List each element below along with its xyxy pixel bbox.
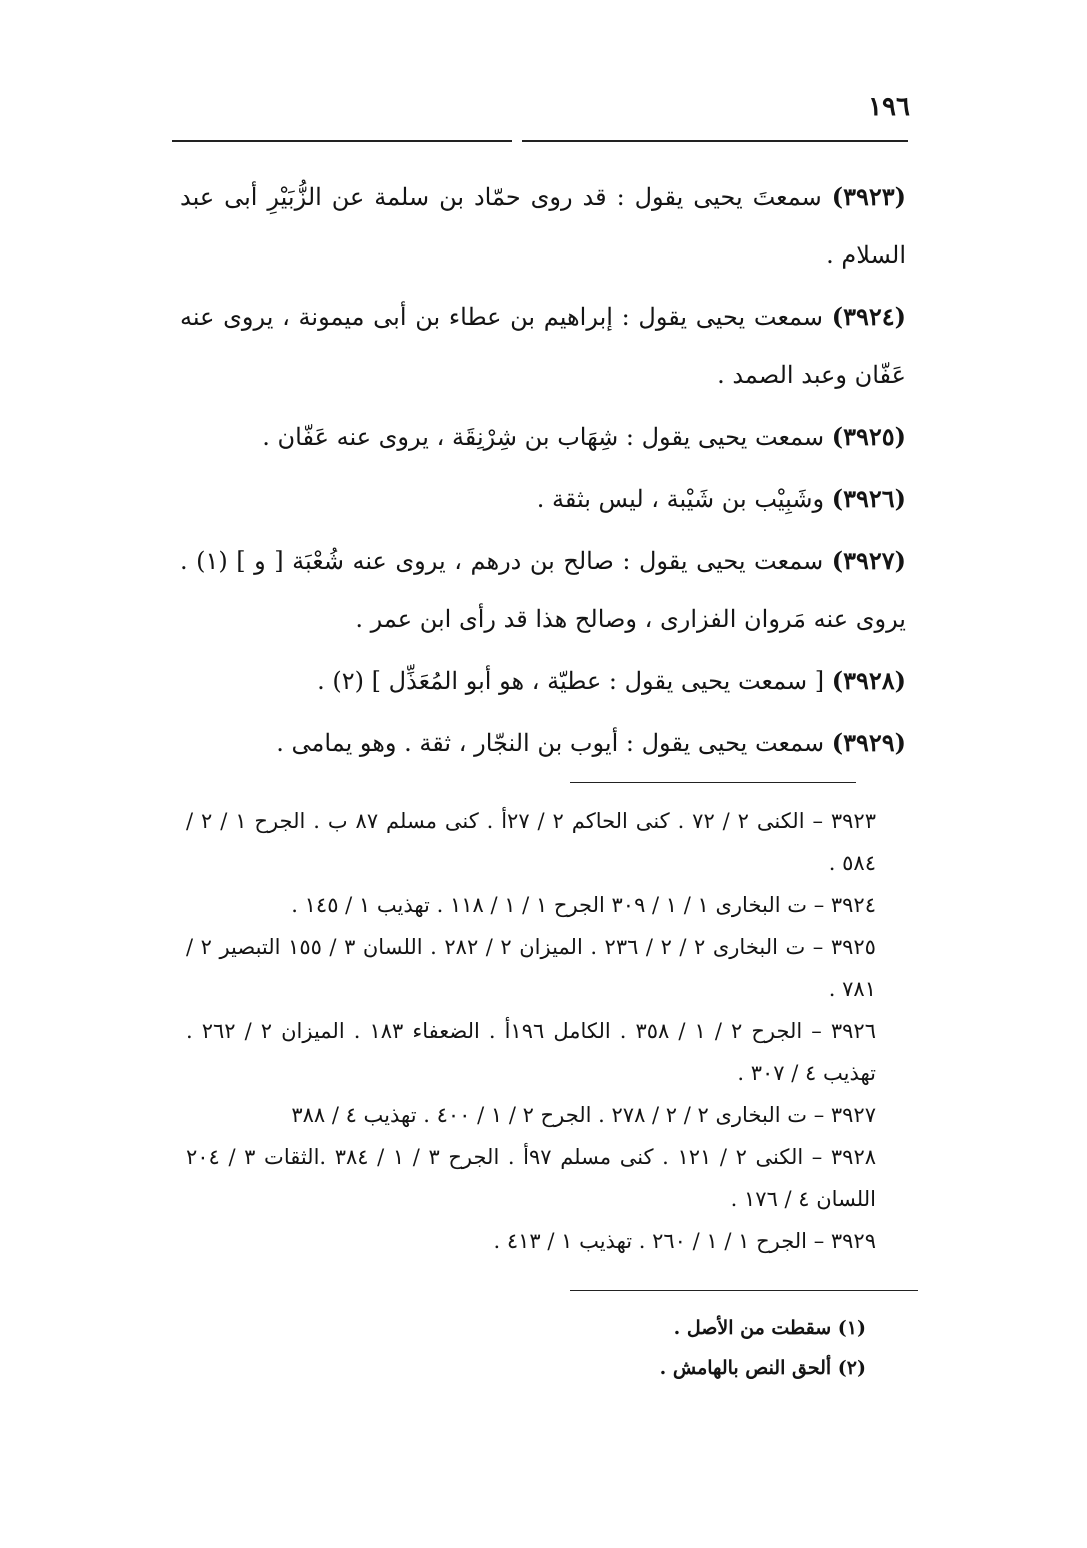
page-number: ١٩٦ [868, 92, 910, 122]
entry-number: (٣٩٢٤) [831, 302, 906, 331]
references-divider [570, 782, 856, 783]
entry-number: (٣٩٢٩) [831, 728, 906, 757]
reference-3925: ٣٩٢٥ – ت البخارى ٢ / ٢ / ٢٣٦ . الميزان ٢ / ٢٨٢ . اللسان ٣ / ١٥٥ التبصير ٢ / ٧٨١ . [186, 935, 876, 1001]
reference-3926: ٣٩٢٦ – الجرح ٢ / ١ / ٣٥٨ . الكامل ١٩٦أ . الضعفاء ١٨٣ . الميزان ٢ / ٢٦٢ . تهذيب ٤ / ٣٠٧ . [186, 1019, 876, 1085]
header-rule-left [172, 140, 512, 142]
entry-3923 [180, 168, 906, 284]
entry-number: (٣٩٢٦) [831, 484, 906, 513]
entry-number: (٣٩٢٣) [831, 182, 906, 211]
references [186, 800, 876, 1262]
entry-text: [ سمعت يحيى يقول : عطيّة ، هو أبو المُعَذِّل ] (٢) . [317, 667, 825, 695]
entry-text: سمعت يحيى يقول : إبراهيم بن عطاء بن أبى ميمونة ، يروى عنه عَفّان وعبد الصمد . [180, 303, 906, 389]
reference-3928: ٣٩٢٨ – الكنى ٢ / ١٢١ . كنى مسلم ٩٧أ . الجرح ٣ / ١ / ٣٨٤ .الثقات ٣ / ٢٠٤ اللسان ٤ / ١٧٦ . [186, 1145, 877, 1211]
entry-number: (٣٩٢٨) [831, 666, 906, 695]
footnote-2: (٢) ألحق النص بالهامش . [659, 1357, 866, 1379]
entry-text: سمعت يحيى يقول : أيوب بن النجّار ، ثقة . وهو يمامى . [276, 729, 825, 757]
reference-3924: ٣٩٢٤ – ت البخارى ١ / ١ / ٣٠٩ الجرح ١ / ١ / ١١٨ . تهذيب ١ / ١٤٥ . [291, 893, 876, 917]
footnotes-divider [570, 1290, 918, 1291]
footnote-1: (١) سقطت من الأصل . [673, 1317, 866, 1339]
entry-text: وشَبِيْب بن شَيْبة ، ليس بثقة . [536, 485, 825, 513]
entry-3928 [180, 652, 906, 710]
entry-number: (٣٩٢٥) [831, 422, 906, 451]
entry-3927 [180, 532, 906, 648]
entry-text: سمعتَ يحيى يقول : قد روى حمّاد بن سلمة عن الزُّبَيْرِ أبى عبد السلام . [180, 183, 906, 269]
entry-text: سمعت يحيى يقول : شِهَاب بن شِرْنِقَة ، يروى عنه عَفّان . [262, 423, 825, 451]
entry-text: سمعت يحيى يقول : صالح بن درهم ، يروى عنه شُعْبَة [ و ] (١) . يروى عنه مَروان الفزارى ، وصالح هذا قد رأى ابن عمر . [180, 547, 906, 633]
entry-3929 [180, 714, 906, 772]
header-rule-right [522, 140, 908, 142]
entry-3925 [180, 408, 906, 466]
entry-number: (٣٩٢٧) [831, 546, 906, 575]
reference-3927: ٣٩٢٧ – ت البخارى ٢ / ٢ / ٢٧٨ . الجرح ٢ / ١ / ٤٠٠ . تهذيب ٤ / ٣٨٨ [291, 1103, 876, 1127]
entry-3924 [180, 288, 906, 404]
reference-3929: ٣٩٢٩ – الجرح ١ / ١ / ٢٦٠ . تهذيب ١ / ٤١٣ . [493, 1229, 876, 1253]
reference-3923: ٣٩٢٣ – الكنى ٢ / ٧٢ . كنى الحاكم ٢ / ٢٧أ . كنى مسلم ٨٧ ب . الجرح ١ / ٢ / ٥٨٤ . [186, 809, 876, 875]
main-text [180, 168, 906, 776]
footnotes [560, 1308, 866, 1388]
entry-3926 [180, 470, 906, 528]
